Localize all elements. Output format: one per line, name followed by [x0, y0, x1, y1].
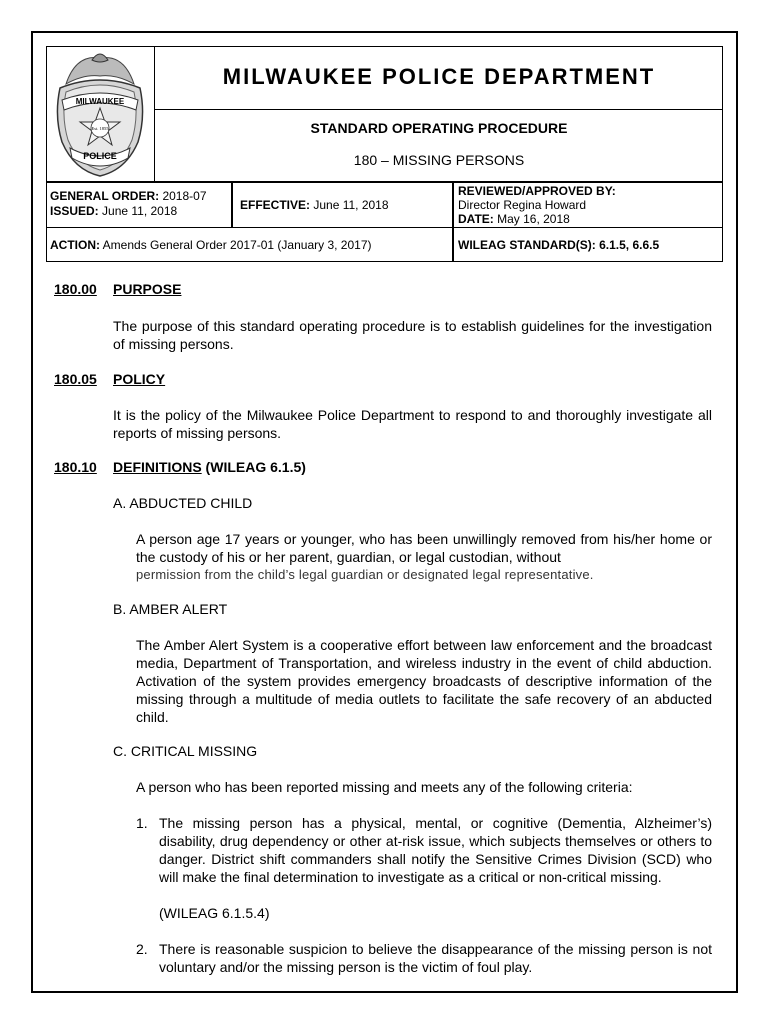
- criteria-1-number: 1.: [136, 815, 148, 831]
- header-table: [46, 46, 723, 262]
- def-b-text: The Amber Alert System is a cooperative effort between law enforcement and the broadcast media, Department of Transportation, and wireless industry in the event of child abduction. Activation of the system provides emergency broadcasts of descriptive information of the missing through a multitude of media outlets to facilitate the safe recovery of an abducted child.: [136, 637, 712, 725]
- purpose-heading: [113, 281, 181, 297]
- policy-text: It is the policy of the Milwaukee Police Department to respond to and thoroughly investigate all reports of missing persons.: [113, 407, 712, 441]
- definitions-number: 180.10: [54, 459, 97, 475]
- badge-cell: [46, 46, 155, 182]
- general-order-label: GENERAL ORDER:: [50, 189, 160, 203]
- action-value: Amends General Order 2017-01 (January 3, 2017): [100, 238, 372, 252]
- criteria-2-text: There is reasonable suspicion to believe the disappearance of the missing person is not voluntary and/or the missing person is the victim of foul play.: [159, 941, 712, 975]
- def-c-text: A person who has been reported missing and meets any of the following criteria:: [136, 779, 633, 795]
- date-line: [458, 212, 570, 226]
- policy-heading: [113, 371, 165, 387]
- reviewed-cell: [453, 182, 723, 227]
- badge-top-text: MILWAUKEE: [75, 97, 125, 106]
- issued-line: [50, 204, 177, 218]
- title-cell: [155, 46, 723, 110]
- def-c-label: C. CRITICAL MISSING: [113, 743, 258, 759]
- def-a-text-continued: permission from the child’s legal guardian or designated legal representative.: [136, 567, 594, 582]
- badge-bottom-text: POLICE: [83, 151, 117, 161]
- wileag-standards: WILEAG STANDARD(S): 6.1.5, 6.6.5: [458, 238, 660, 252]
- definitions-title-suffix: (WILEAG 6.1.5): [201, 459, 306, 475]
- purpose-text: The purpose of this standard operating procedure is to establish guidelines for the investigation of missing persons.: [113, 318, 712, 352]
- effective-line: [240, 198, 389, 212]
- police-badge-logo: [46, 46, 154, 181]
- action-label: ACTION:: [50, 238, 100, 252]
- reviewer-name: Director Regina Howard: [458, 198, 587, 212]
- def-a-text: A person age 17 years or younger, who has been unwillingly removed from his/her home or the custody of his or her parent, guardian, or legal custodian, without: [136, 531, 712, 565]
- purpose-title: PURPOSE: [113, 281, 182, 297]
- policy-number: 180.05: [54, 371, 97, 387]
- def-b-label: B. AMBER ALERT: [113, 601, 228, 617]
- department-title: MILWAUKEE POLICE DEPARTMENT: [222, 64, 656, 89]
- action-line: [50, 238, 372, 252]
- criteria-2-number: 2.: [136, 941, 148, 957]
- sop-title: 180 – MISSING PERSONS: [353, 152, 525, 168]
- purpose-number: 180.00: [54, 281, 97, 297]
- definitions-title: DEFINITIONS: [113, 459, 202, 475]
- wileag-cell: [453, 227, 723, 262]
- definitions-heading: [113, 459, 306, 475]
- action-cell: [46, 227, 453, 262]
- issued-label: ISSUED:: [50, 204, 99, 218]
- effective-value: June 11, 2018: [310, 198, 389, 212]
- criteria-1-reference: (WILEAG 6.1.5.4): [159, 905, 270, 921]
- criteria-1-text: The missing person has a physical, mental, or cognitive (Dementia, Alzheimer’s) disability, drug dependency or other at-risk issue, which subjects themselves or others to danger. District shift commanders shall notify the Sensitive Crimes Division (SCD) who will make the final determination to investigate as a critical or non-critical missing.: [159, 815, 712, 885]
- date-value: May 16, 2018: [493, 212, 570, 226]
- sop-cell: [155, 110, 723, 182]
- def-a-label: A. ABDUCTED CHILD: [113, 495, 253, 511]
- general-order-line: [50, 189, 207, 203]
- general-order-cell: [46, 182, 232, 227]
- effective-label: EFFECTIVE:: [240, 198, 311, 212]
- policy-title: POLICY: [113, 371, 166, 387]
- effective-cell: [232, 182, 453, 227]
- badge-est-text: Est. 1855: [91, 126, 109, 131]
- issued-value: June 11, 2018: [98, 204, 178, 218]
- sop-label: STANDARD OPERATING PROCEDURE: [310, 120, 568, 136]
- date-label: DATE:: [458, 212, 494, 226]
- reviewed-label: REVIEWED/APPROVED BY:: [458, 184, 616, 198]
- general-order-value: 2018-07: [159, 189, 207, 203]
